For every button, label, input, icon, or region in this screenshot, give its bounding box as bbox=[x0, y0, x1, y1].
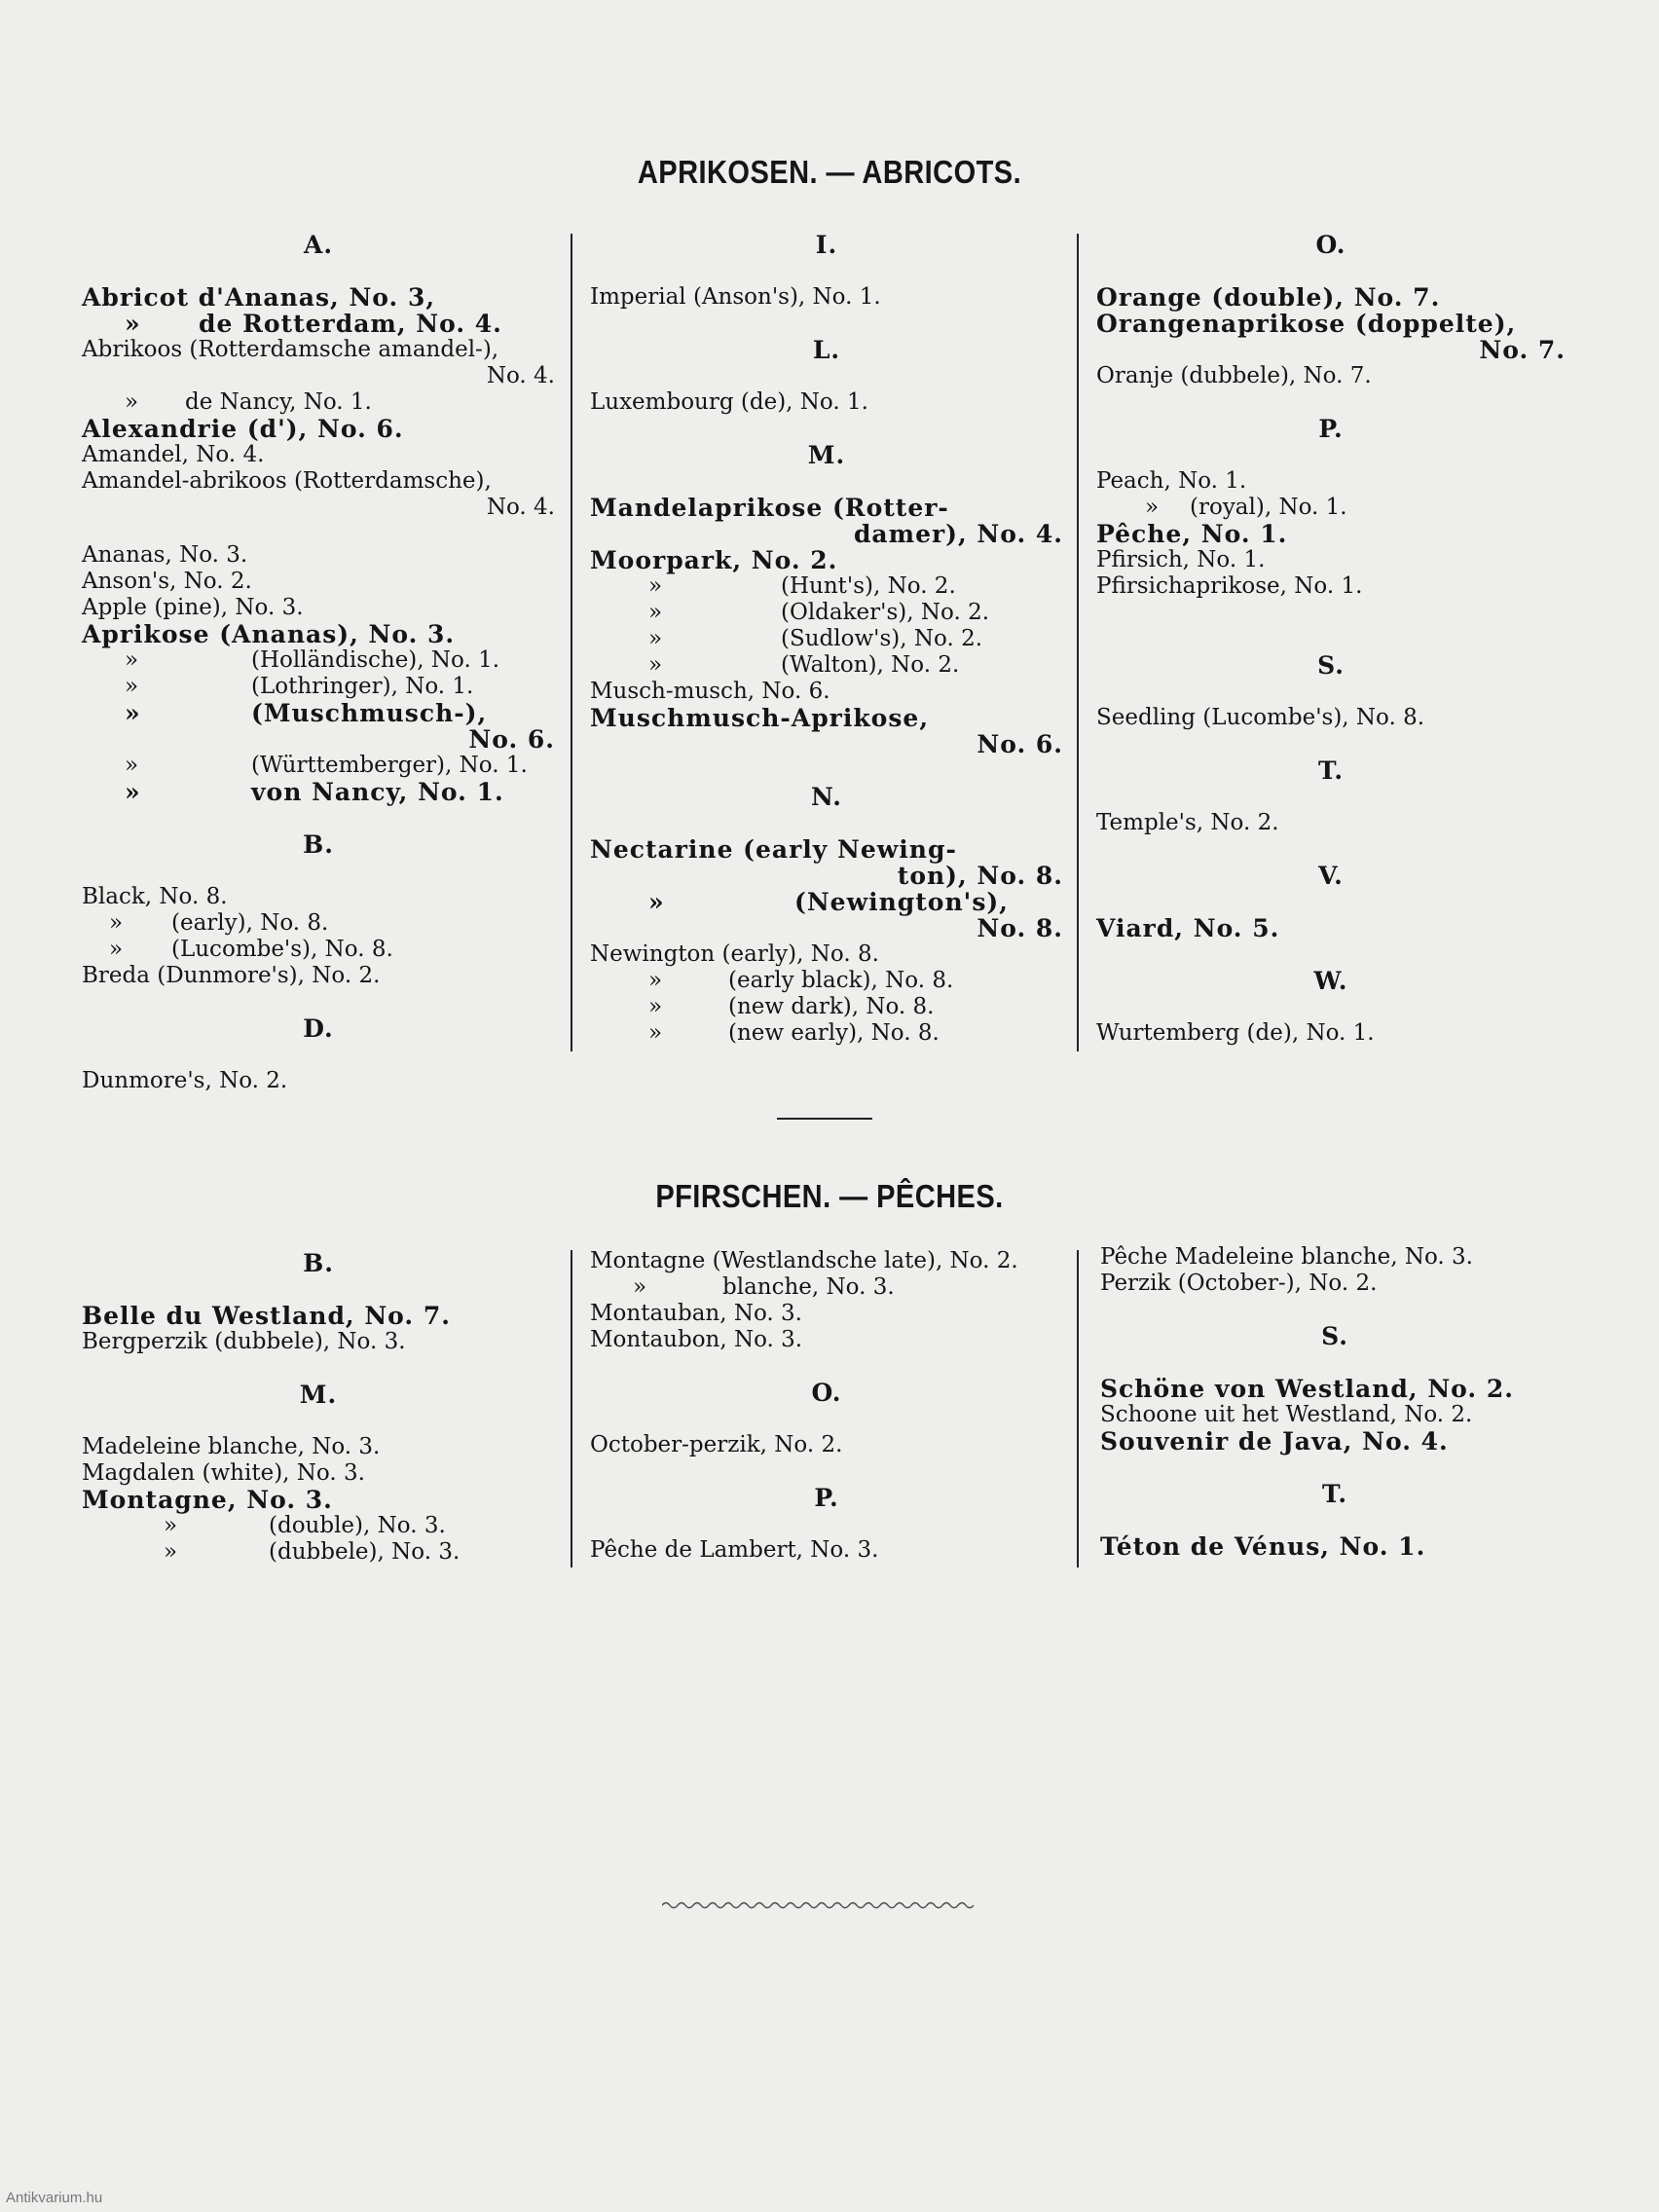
index-entry-continuation: No. 8. bbox=[977, 914, 1063, 942]
peaches-column-3 bbox=[1100, 1244, 1569, 1560]
ditto-mark: » bbox=[648, 600, 663, 625]
index-entry: Abricot d'Ananas, No. 3, bbox=[82, 283, 436, 312]
index-entry: » (Muschmusch-), bbox=[125, 699, 488, 727]
index-entry: Pfirsich, No. 1. bbox=[1096, 547, 1266, 572]
ditto-mark: » bbox=[109, 937, 124, 962]
index-entry: Apple (pine), No. 3. bbox=[82, 595, 304, 620]
column-divider bbox=[571, 234, 572, 1051]
letter-heading: I. bbox=[815, 231, 838, 259]
ditto-mark: » bbox=[648, 573, 663, 599]
index-entry: October-perzik, No. 2. bbox=[590, 1432, 843, 1457]
index-entry: Bergperzik (dubbele), No. 3. bbox=[82, 1329, 406, 1354]
index-entry: » (Lucombe's), No. 8. bbox=[109, 937, 393, 962]
letter-heading: W. bbox=[1313, 967, 1348, 995]
letter-heading: M. bbox=[299, 1381, 338, 1409]
column-divider bbox=[1077, 1250, 1079, 1567]
index-entry: Newington (early), No. 8. bbox=[590, 941, 879, 967]
index-entry: Belle du Westland, No. 7. bbox=[82, 1302, 451, 1330]
letter-heading: S. bbox=[1321, 1322, 1348, 1350]
ditto-mark: » bbox=[125, 753, 139, 778]
ditto-mark: » bbox=[164, 1513, 178, 1538]
index-entry: Schöne von Westland, No. 2. bbox=[1100, 1375, 1514, 1403]
index-entry: » (Hunt's), No. 2. bbox=[648, 573, 956, 599]
ditto-mark: » bbox=[633, 1274, 647, 1300]
index-entry-continuation: No. 6. bbox=[468, 725, 555, 754]
column-divider bbox=[1077, 234, 1079, 1051]
index-entry: » (Oldaker's), No. 2. bbox=[648, 600, 990, 625]
index-entry-continuation: damer), No. 4. bbox=[853, 520, 1063, 548]
index-entry: Peach, No. 1. bbox=[1096, 468, 1247, 494]
index-entry: Wurtemberg (de), No. 1. bbox=[1096, 1020, 1375, 1046]
index-entry-continuation: ton), No. 8. bbox=[897, 862, 1063, 890]
ditto-mark: » bbox=[648, 626, 663, 651]
letter-heading: N. bbox=[811, 783, 842, 811]
index-entry: » (Lothringer), No. 1. bbox=[125, 674, 474, 699]
index-entry: » de Nancy, No. 1. bbox=[125, 389, 372, 415]
index-entry: » blanche, No. 3. bbox=[633, 1274, 895, 1300]
index-entry: » (Sudlow's), No. 2. bbox=[648, 626, 983, 651]
index-entry: » (double), No. 3. bbox=[164, 1513, 446, 1538]
index-entry-continuation: No. 7. bbox=[1479, 336, 1566, 364]
index-entry-continuation: No. 4. bbox=[486, 363, 555, 388]
index-entry: Schoone uit het Westland, No. 2. bbox=[1100, 1402, 1473, 1427]
apricots-column-2 bbox=[590, 232, 1063, 1047]
index-entry: Musch-musch, No. 6. bbox=[590, 679, 830, 704]
index-entry: Seedling (Lucombe's), No. 8. bbox=[1096, 705, 1425, 730]
index-entry: Pêche de Lambert, No. 3. bbox=[590, 1537, 879, 1563]
index-entry: Anson's, No. 2. bbox=[82, 569, 252, 594]
letter-heading: O. bbox=[1315, 231, 1346, 259]
index-entry: Pêche Madeleine blanche, No. 3. bbox=[1100, 1244, 1473, 1270]
index-entry: » (dubbele), No. 3. bbox=[164, 1539, 461, 1565]
letter-heading: L. bbox=[812, 336, 841, 364]
index-entry: Breda (Dunmore's), No. 2. bbox=[82, 963, 381, 988]
index-entry: Montauban, No. 3. bbox=[590, 1301, 802, 1326]
index-entry: » de Rotterdam, No. 4. bbox=[125, 310, 502, 338]
letter-heading: P. bbox=[1318, 415, 1344, 443]
index-entry: Temple's, No. 2. bbox=[1096, 810, 1279, 835]
letter-heading: M. bbox=[807, 441, 846, 469]
apricots-column-1 bbox=[82, 232, 555, 1094]
letter-heading: O. bbox=[811, 1379, 842, 1407]
peaches-title: PFIRSCHEN. — PÊCHES. bbox=[655, 1178, 1004, 1214]
index-entry: Luxembourg (de), No. 1. bbox=[590, 389, 868, 415]
index-entry: » (early), No. 8. bbox=[109, 910, 329, 936]
apricots-title: APRIKOSEN. — ABRICOTS. bbox=[637, 154, 1022, 190]
index-entry: Muschmusch-Aprikose, bbox=[590, 704, 930, 732]
index-entry: Moorpark, No. 2. bbox=[590, 546, 838, 574]
index-entry: Oranje (dubbele), No. 7. bbox=[1096, 363, 1372, 388]
index-entry: Dunmore's, No. 2. bbox=[82, 1068, 288, 1093]
wavy-ornament bbox=[662, 1899, 979, 1912]
index-entry: Pêche, No. 1. bbox=[1096, 520, 1288, 548]
index-entry: Téton de Vénus, No. 1. bbox=[1100, 1532, 1426, 1561]
ditto-mark: » bbox=[648, 1020, 663, 1046]
index-entry: Souvenir de Java, No. 4. bbox=[1100, 1427, 1449, 1456]
index-entry: » (royal), No. 1. bbox=[1145, 495, 1347, 520]
ditto-mark: » bbox=[109, 910, 124, 936]
index-entry: Montaubon, No. 3. bbox=[590, 1327, 803, 1352]
letter-heading: S. bbox=[1317, 651, 1345, 680]
index-entry-continuation: No. 4. bbox=[486, 495, 555, 520]
section-separator-rule bbox=[777, 1118, 872, 1120]
index-entry: Amandel, No. 4. bbox=[82, 442, 265, 467]
index-entry: Mandelaprikose (Rotter- bbox=[590, 494, 949, 522]
index-entry: » von Nancy, No. 1. bbox=[125, 778, 504, 806]
ditto-mark: » bbox=[164, 1539, 178, 1565]
peaches-column-2 bbox=[590, 1248, 1063, 1564]
index-entry: Aprikose (Ananas), No. 3. bbox=[82, 620, 456, 648]
index-entry: Orangenaprikose (doppelte), bbox=[1096, 310, 1517, 338]
index-entry: Pfirsichaprikose, No. 1. bbox=[1096, 573, 1363, 599]
index-entry: Black, No. 8. bbox=[82, 884, 228, 909]
letter-heading: T. bbox=[1317, 756, 1345, 785]
letter-heading: B. bbox=[303, 830, 334, 859]
peaches-column-1 bbox=[82, 1250, 555, 1566]
letter-heading: D. bbox=[303, 1014, 334, 1043]
ditto-mark: » bbox=[648, 888, 665, 916]
index-entry: » (new early), No. 8. bbox=[648, 1020, 940, 1046]
index-entry: » (Newington's), bbox=[648, 888, 1009, 916]
index-entry: » (early black), No. 8. bbox=[648, 968, 954, 993]
ditto-mark: » bbox=[648, 968, 663, 993]
ditto-mark: » bbox=[648, 994, 663, 1019]
ditto-mark: » bbox=[125, 778, 141, 806]
letter-heading: A. bbox=[303, 231, 334, 259]
index-entry: » (new dark), No. 8. bbox=[648, 994, 935, 1019]
index-entry: » (Holländische), No. 1. bbox=[125, 647, 500, 673]
ditto-mark: » bbox=[125, 647, 139, 673]
index-entry: Viard, No. 5. bbox=[1096, 914, 1280, 942]
index-entry: Nectarine (early Newing- bbox=[590, 835, 957, 864]
letter-heading: P. bbox=[814, 1484, 839, 1512]
column-divider bbox=[571, 1250, 572, 1567]
index-entry: Magdalen (white), No. 3. bbox=[82, 1460, 365, 1486]
ditto-mark: » bbox=[125, 310, 141, 338]
ditto-mark: » bbox=[125, 389, 139, 415]
index-entry: Ananas, No. 3. bbox=[82, 542, 248, 568]
letter-heading: B. bbox=[303, 1249, 334, 1277]
index-entry: Montagne (Westlandsche late), No. 2. bbox=[590, 1248, 1018, 1273]
watermark-text: Antikvarium.hu bbox=[6, 2190, 103, 2206]
index-entry: Abrikoos (Rotterdamsche amandel-), bbox=[82, 337, 499, 362]
index-entry: » (Walton), No. 2. bbox=[648, 652, 960, 678]
index-entry: Montagne, No. 3. bbox=[82, 1486, 333, 1514]
letter-heading: V. bbox=[1318, 862, 1344, 890]
index-entry: » (Württemberger), No. 1. bbox=[125, 753, 528, 778]
index-entry: Amandel-abrikoos (Rotterdamsche), bbox=[82, 468, 492, 494]
index-entry: Orange (double), No. 7. bbox=[1096, 283, 1441, 312]
ditto-mark: » bbox=[1145, 495, 1160, 520]
index-entry: Madeleine blanche, No. 3. bbox=[82, 1434, 381, 1459]
index-entry-continuation: No. 6. bbox=[977, 730, 1063, 758]
index-entry: Alexandrie (d'), No. 6. bbox=[82, 415, 404, 443]
index-entry: Perzik (October-), No. 2. bbox=[1100, 1271, 1378, 1296]
ditto-mark: » bbox=[125, 699, 141, 727]
apricots-column-3 bbox=[1096, 232, 1566, 1047]
ditto-mark: » bbox=[125, 674, 139, 699]
ditto-mark: » bbox=[648, 652, 663, 678]
letter-heading: T. bbox=[1321, 1480, 1348, 1508]
index-entry: Imperial (Anson's), No. 1. bbox=[590, 284, 881, 310]
